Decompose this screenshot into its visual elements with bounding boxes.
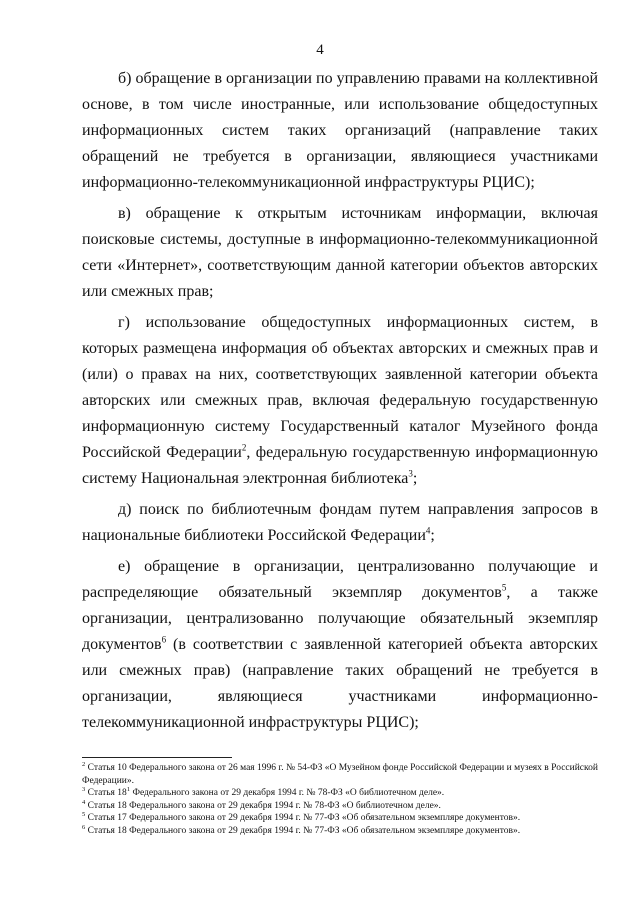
footnote-ref[interactable]: 6 bbox=[161, 634, 167, 645]
footnote-2 bbox=[82, 762, 598, 787]
footnote-4 bbox=[82, 800, 598, 813]
paragraph-text: б) обращение в организации по управлению правами на коллективной основе, в том числе иностранные, или использование общедоступных информационных систем таких организаций (направление таких обращений не требуется в организации, являющиеся участниками информационно-телекоммуникационной инфраструктуры РЦИС); bbox=[82, 70, 598, 191]
footnote-number: 2 bbox=[82, 760, 86, 768]
article-superscript: 1 bbox=[126, 785, 131, 793]
paragraph-text: , а также организации, централизованно получающие обязательный экземпляр документов bbox=[82, 584, 598, 653]
paragraph-text: ; bbox=[412, 470, 418, 487]
paragraph-text: , федеральную государственную информационную систему Национальная электронная библиотека bbox=[82, 444, 599, 487]
footnote-number: 4 bbox=[82, 798, 86, 806]
footnote-text: Статья 17 Федерального закона от 29 декабря 1994 г. № 77-ФЗ «Об обязательном экземпляре документов». bbox=[85, 813, 521, 823]
footnote-text: Федерального закона от 29 декабря 1994 г. № 78-ФЗ «О библиотечном деле». bbox=[130, 788, 445, 798]
paragraph-b bbox=[82, 66, 598, 196]
paragraph-text: ; bbox=[430, 527, 435, 544]
paragraph-text: д) поиск по библиотечным фондам путем направления запросов в национальные библиотеки Российской Федерации bbox=[82, 501, 598, 544]
footnote-number: 5 bbox=[82, 810, 86, 818]
page-number: 4 bbox=[316, 42, 324, 58]
footnote-text: Статья 18 bbox=[85, 788, 127, 798]
footnote-3 bbox=[82, 787, 598, 800]
footnote-text: Статья 10 Федерального закона от 26 мая 1996 г. № 54-ФЗ «О Музейном фонде Российской Федерации и музеях в Российской Федерации». bbox=[82, 763, 598, 786]
footnote-ref[interactable]: 2 bbox=[241, 442, 247, 453]
footnote-ref[interactable]: 5 bbox=[501, 582, 507, 593]
paragraph-text: (в соответствии с заявленной категорией объекта авторских или смежных прав) (направление таких обращений не требуется в организации, являющиеся участниками информационно-телекоммуникационной инфраструктуры РЦИС); bbox=[82, 636, 598, 731]
paragraph-text: в) обращение к открытым источникам информации, включая поисковые системы, доступные в информационно-телекоммуникационной сети «Интернет», соответствующим данной категории объектов авторских или смежных прав; bbox=[82, 205, 598, 300]
footnote-divider bbox=[82, 757, 232, 758]
footnote-number: 6 bbox=[82, 823, 86, 831]
footnote-ref[interactable]: 3 bbox=[408, 468, 413, 479]
body-text bbox=[82, 66, 598, 741]
paragraph-d bbox=[82, 497, 598, 549]
footnote-6 bbox=[82, 825, 598, 838]
footnote-text: Статья 18 Федерального закона от 29 декабря 1994 г. № 78-ФЗ «О библиотечном деле». bbox=[85, 800, 441, 811]
paragraph-text: г) использование общедоступных информационных систем, в которых размещена информация об объектах авторских и смежных прав и (или) о правах на них, соответствующих заявленной категории объекта авторских или смежных прав, включая федеральную государственную информационную систему Государственный каталог Музейного фонда Российской Федерации bbox=[82, 314, 598, 461]
paragraph-v bbox=[82, 201, 598, 305]
footnote-5 bbox=[82, 812, 598, 825]
footnote-ref[interactable]: 4 bbox=[425, 525, 431, 536]
paragraph-text: е) обращение в организации, централизованно получающие и распределяющие обязательный экземпляр документов bbox=[82, 558, 598, 601]
footnotes-section bbox=[82, 762, 598, 837]
footnote-number: 3 bbox=[82, 785, 86, 793]
paragraph-e bbox=[82, 554, 598, 736]
paragraph-g bbox=[82, 310, 598, 492]
footnote-text: Статья 18 Федерального закона от 29 декабря 1994 г. № 77-ФЗ «Об обязательном экземпляре документов». bbox=[85, 825, 521, 836]
